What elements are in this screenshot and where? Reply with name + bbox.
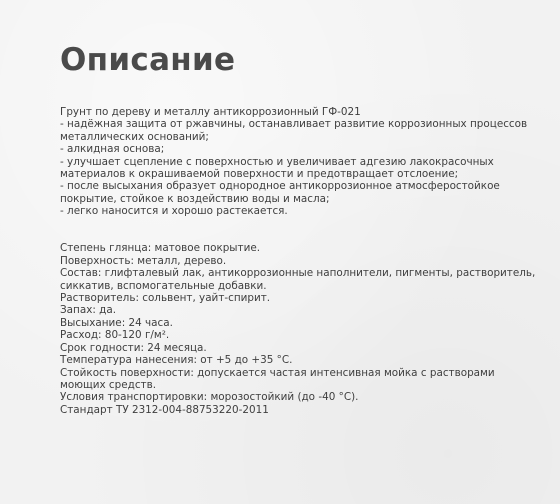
intro-line: - после высыхания образует однородное антикоррозионное атмосферостойкое	[60, 180, 500, 193]
spec-line: Запах: да.	[60, 304, 116, 317]
paragraph-gap	[60, 218, 540, 243]
page-title: Описание	[60, 42, 236, 78]
intro-line: - надёжная защита от ржавчины, останавливает развитие коррозионных процессов	[60, 118, 528, 131]
intro-line: металлических оснований;	[60, 130, 209, 143]
intro-line: Грунт по дереву и металлу антикоррозионный ГФ-021	[60, 106, 361, 118]
spec-line: Стойкость поверхности: допускается частая интенсивная мойка с растворами	[60, 366, 495, 379]
spec-line: Степень глянца: матовое покрытие.	[60, 242, 261, 255]
spec-line: Поверхность: металл, дерево.	[60, 254, 227, 267]
spec-line: Состав: глифталевый лак, антикоррозионные наполнители, пигменты, растворитель,	[60, 267, 536, 280]
spec-line: Высыхание: 24 часа.	[60, 316, 173, 329]
spec-line: Условия транспортировки: морозостойкий (до -40 °С).	[60, 391, 359, 404]
description-body	[60, 106, 540, 416]
intro-line: - улучшает сцепление с поверхностью и увеличивает адгезию лакокрасочных	[60, 155, 494, 168]
intro-line: - легко наносится и хорошо растекается.	[60, 205, 288, 218]
spec-line: сиккатив, вспомогательные добавки.	[60, 279, 267, 292]
intro-line: - алкидная основа;	[60, 143, 165, 156]
spec-line: Срок годности: 24 месяца.	[60, 341, 207, 354]
spec-line: Температура нанесения: от +5 до +35 °С.	[60, 354, 293, 367]
spec-line: Расход: 80-120 г/м².	[60, 329, 170, 342]
spec-line: Растворитель: сольвент, уайт-спирит.	[60, 292, 271, 305]
intro-line: покрытие, стойкое к воздействию воды и масла;	[60, 192, 330, 205]
spec-line: моющих средств.	[60, 378, 157, 391]
spec-line: Стандарт ТУ 2312-004-88753220-2011	[60, 403, 269, 416]
intro-line: материалов к окрашиваемой поверхности и предотвращает отслоение;	[60, 168, 459, 181]
